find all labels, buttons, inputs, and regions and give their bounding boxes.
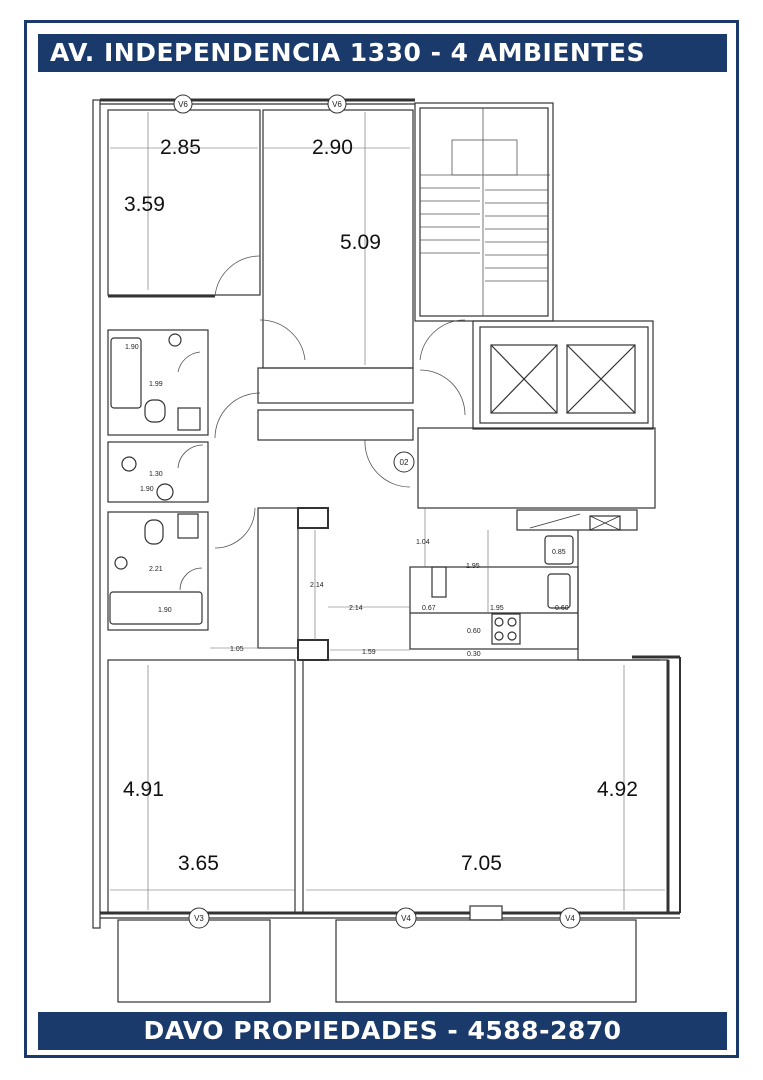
dim-214a: 2.14 <box>310 582 324 589</box>
dim-159: 1.59 <box>362 649 376 656</box>
living-width: 7.05 <box>461 852 502 875</box>
header-banner: AV. INDEPENDENCIA 1330 - 4 AMBIENTES <box>38 34 727 72</box>
dim-214b: 2.14 <box>349 605 363 612</box>
sink1 <box>178 408 200 430</box>
tag-02 <box>394 452 414 472</box>
dim-190c: 1.90 <box>158 607 172 614</box>
tag-v6-b <box>328 95 346 113</box>
oven <box>432 567 446 597</box>
dim-190b: 1.90 <box>140 486 154 493</box>
dim-195a: 1.95 <box>466 563 480 570</box>
balcony-right <box>336 920 636 1002</box>
bedroom2-width: 2.90 <box>312 136 353 159</box>
dim-060b: 0.60 <box>555 605 569 612</box>
bedroom1-width: 2.85 <box>160 136 201 159</box>
bedroom3-depth: 4.91 <box>123 778 164 801</box>
dimension-lines <box>110 112 665 910</box>
landing <box>418 428 655 508</box>
dim-060a: 0.60 <box>467 628 481 635</box>
tag-v4-a <box>396 908 416 928</box>
dim-199: 1.99 <box>149 381 163 388</box>
svg-text:V3: V3 <box>194 914 204 923</box>
svg-text:V6: V6 <box>178 100 188 109</box>
tag-v3 <box>189 908 209 928</box>
bidet1 <box>145 400 165 422</box>
dim-030: 0.30 <box>467 651 481 658</box>
tag-v4-b <box>560 908 580 928</box>
living-depth: 4.92 <box>597 778 638 801</box>
footer-banner: DAVO PROPIEDADES - 4588-2870 <box>38 1012 727 1050</box>
dim-105: 1.05 <box>230 646 244 653</box>
dim-190a: 1.90 <box>125 344 139 351</box>
bedroom1-depth: 3.59 <box>124 193 165 216</box>
toilet <box>157 484 173 500</box>
bathtub2 <box>110 592 202 624</box>
dim-104: 1.04 <box>416 539 430 546</box>
washer <box>548 574 570 608</box>
sink2 <box>178 514 198 538</box>
bedroom2-depth: 5.09 <box>340 231 381 254</box>
stair-core <box>415 103 553 321</box>
bedroom3-width: 3.65 <box>178 852 219 875</box>
bidet2 <box>145 520 163 544</box>
stair-treads <box>420 108 550 316</box>
balcony-left <box>118 920 270 1002</box>
svg-text:V6: V6 <box>332 100 342 109</box>
svg-text:V4: V4 <box>401 914 411 923</box>
dim-067: 0.67 <box>422 605 436 612</box>
dim-130: 1.30 <box>149 471 163 478</box>
tag-v6-a <box>174 95 192 113</box>
dim-221: 2.21 <box>149 566 163 573</box>
svg-text:V4: V4 <box>565 914 575 923</box>
left-wall <box>93 100 100 928</box>
dim-085: 0.85 <box>552 549 566 556</box>
svg-text:02: 02 <box>399 458 409 467</box>
dim-195b: 1.95 <box>490 605 504 612</box>
